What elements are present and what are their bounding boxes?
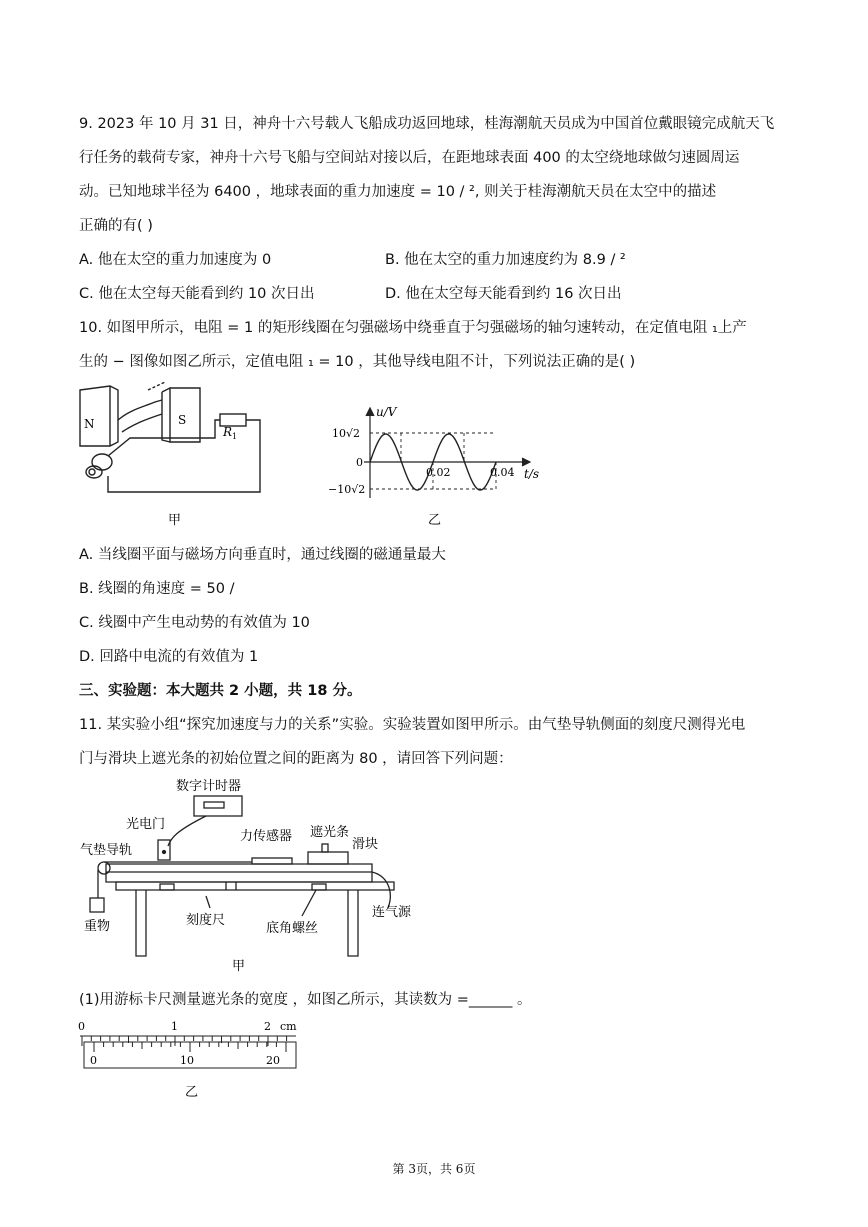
vernier-20: 20: [266, 1054, 280, 1067]
q10-option-d: D. 回路中电流的有效值为 1: [79, 649, 259, 665]
label-screw: 底角螺丝: [266, 921, 319, 936]
label-air-rail: 气垫导轨: [80, 843, 133, 858]
q10-line-1: 10. 如图甲所示，电阻 = 1 的矩形线圈在匀强磁场中绕垂直于匀强磁场的轴匀速转动，在定值电阻 ₁上产: [79, 320, 747, 336]
vernier-10: 10: [180, 1054, 194, 1067]
y-tick-top: 10√2: [332, 427, 361, 440]
q10-line-2: 生的 − 图像如图乙所示，定值电阻 ₁ = 10 ，其他导线电阻不计，下列说法正确的是( ): [79, 354, 636, 370]
magnet-n-label: N: [84, 417, 95, 431]
q11-line-2: 门与滑块上遮光条的初始位置之间的距离为 80 ，请回答下列问题：: [79, 751, 513, 767]
main-scale-unit: cm: [280, 1020, 297, 1033]
y-tick-zero: 0: [356, 456, 363, 469]
vernier-0: 0: [90, 1054, 97, 1067]
q9-option-b: B. 他在太空的重力加速度约为 8.9 / ²: [385, 252, 626, 268]
fig-yi-caption: 乙: [428, 513, 442, 528]
label-slider: 滑块: [352, 837, 379, 852]
q11-sub1: (1)用游标卡尺测量遮光条的宽度 ，如图乙所示，其读数为 =______ 。: [79, 992, 532, 1008]
page-footer: 第 3页，共 6页: [392, 1162, 476, 1176]
q9-option-a: A. 他在太空的重力加速度为 0: [79, 252, 272, 268]
q10-option-a: A. 当线圈平面与磁场方向垂直时，通过线圈的磁通量最大: [79, 547, 446, 563]
resistor-sub: 1: [232, 432, 238, 441]
fig-jia-caption: 甲: [168, 513, 182, 528]
main-scale-2: 2: [264, 1020, 271, 1033]
label-force-sensor: 力传感器: [240, 829, 293, 844]
magnet-s-label: S: [178, 413, 187, 427]
x-tick-end: 0.04: [490, 466, 515, 479]
label-weight: 重物: [84, 919, 111, 934]
q9-line-4: 正确的有( ): [79, 218, 153, 234]
x-axis-label: t/s: [524, 467, 540, 481]
main-scale-0: 0: [78, 1020, 85, 1033]
label-air-source: 连气源: [372, 905, 412, 920]
q11-line-1: 11. 某实验小组“探究加速度与力的关系”实验。实验装置如图甲所示。由气垫导轨侧面的刻度尺测得光电: [79, 717, 746, 733]
q9-option-c: C. 他在太空每天能看到约 10 次日出: [79, 286, 315, 302]
fig-jia-caption-2: 甲: [232, 959, 246, 974]
q10-option-b: B. 线圈的角速度 = 50 /: [79, 581, 235, 597]
label-light-strip: 遮光条: [310, 825, 350, 840]
caliper-figure: [70, 1016, 310, 1106]
generator-figure: [70, 380, 280, 530]
y-axis-label: u/V: [376, 405, 397, 419]
y-tick-bottom: −10√2: [328, 483, 366, 496]
q9-line-1: 9. 2023 年 10 月 31 日，神舟十六号载人飞船成功返回地球，桂海潮航天员成为中国首位戴眼镜完成航天飞: [79, 116, 775, 132]
label-timer: 数字计时器: [176, 779, 242, 794]
air-track-figure: [76, 776, 436, 976]
section-heading: 三、实验题：本大题共 2 小题，共 18 分。: [79, 683, 362, 699]
q10-option-c: C. 线圈中产生电动势的有效值为 10: [79, 615, 310, 631]
main-scale-1: 1: [171, 1020, 178, 1033]
q9-line-2: 行任务的载荷专家，神舟十六号飞船与空间站对接以后，在距地球表面 400 的太空绕地球做匀速圆周运: [79, 150, 740, 166]
q9-line-3: 动。已知地球半径为 6400 ，地球表面的重力加速度 = 10 / ², 则关于桂海潮航天员在太空中的描述: [79, 184, 717, 200]
x-tick-mid: 0.02: [426, 466, 451, 479]
label-photogate: 光电门: [126, 817, 166, 832]
label-ruler: 刻度尺: [186, 913, 226, 928]
voltage-graph: [328, 404, 558, 529]
q9-option-d: D. 他在太空每天能看到约 16 次日出: [385, 286, 622, 302]
fig-yi-caption-2: 乙: [185, 1085, 199, 1100]
resistor-label: R: [223, 425, 233, 439]
